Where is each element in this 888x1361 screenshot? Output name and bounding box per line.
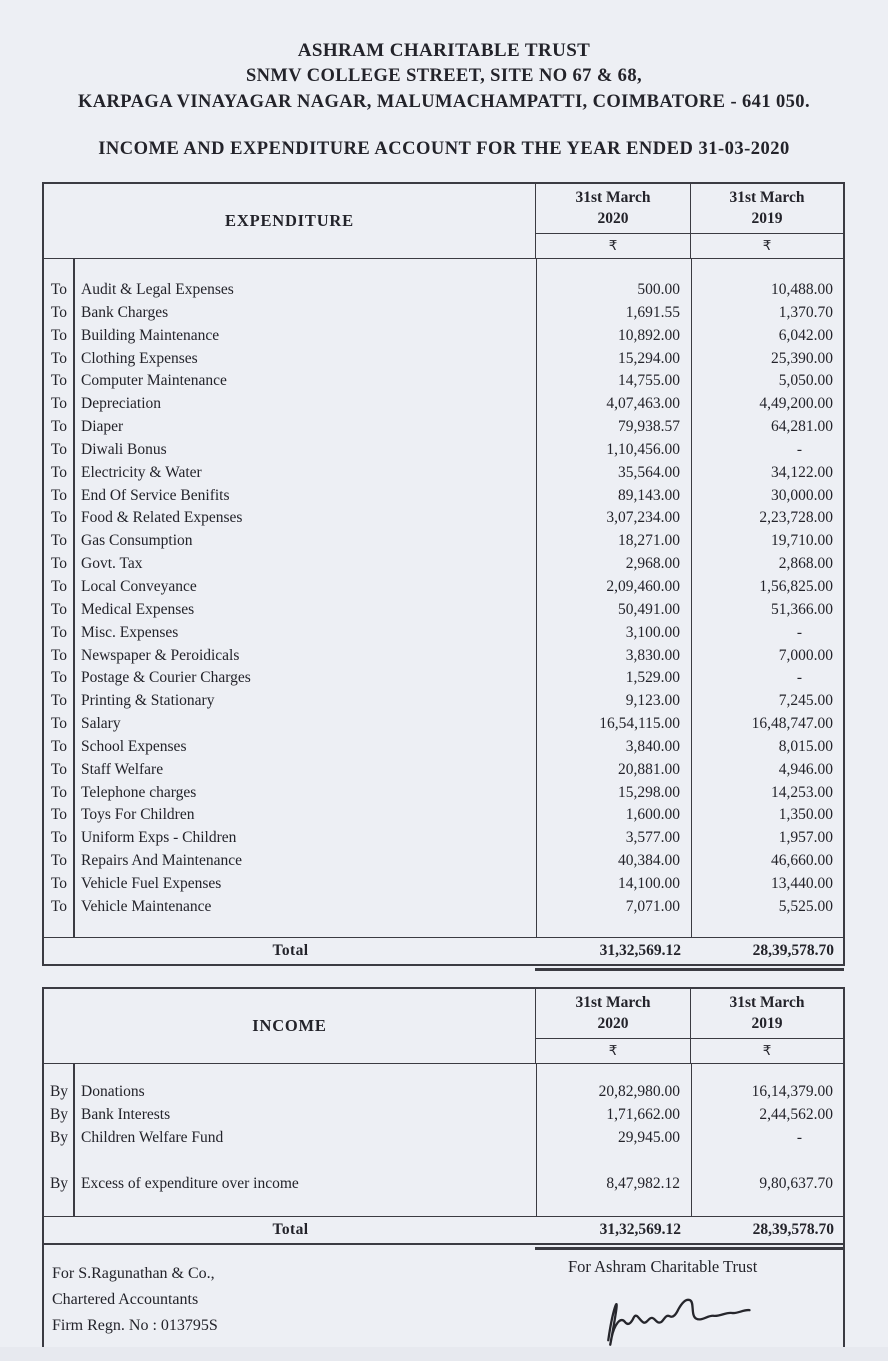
income-total-row (44, 1216, 843, 1243)
row-label: Uniform Exps - Children (81, 829, 237, 847)
row-amount-2019: 10,488.00 (771, 281, 833, 298)
ledger-row (44, 576, 843, 599)
row-amount-2020: 18,271.00 (618, 532, 680, 550)
org-address-1: SNMV COLLEGE STREET, SITE NO 67 & 68, (245, 66, 643, 86)
row-prefix: To (50, 897, 68, 915)
ledger-row (44, 485, 843, 508)
total-amount-2020: 31,32,569.12 (599, 942, 681, 959)
row-amount-2019: 19,710.00 (771, 532, 833, 550)
expenditure-table (42, 182, 845, 966)
auditor-firm-reg: Firm Regn. No : 013795S (52, 1317, 218, 1334)
row-amount-2020: 9,123.00 (625, 692, 680, 710)
auditor-title: Chartered Accountants (52, 1291, 199, 1308)
ledger-row (44, 439, 843, 462)
row-amount-2019: 9,80,637.70 (759, 1175, 833, 1192)
row-prefix: To (50, 532, 68, 550)
row-amount-2020: 15,294.00 (618, 349, 680, 367)
column-divider (536, 1064, 538, 1216)
row-prefix: To (50, 783, 68, 801)
row-amount-2019: 7,245.00 (778, 692, 833, 710)
row-amount-2019: 2,868.00 (778, 555, 833, 573)
row-label: Staff Welfare (81, 760, 164, 778)
row-amount-2019: 2,44,562.00 (759, 1106, 833, 1123)
ledger-row (44, 393, 843, 416)
ledger-row (44, 530, 843, 553)
period-label: 31st March (729, 189, 805, 207)
row-amount-2019: 51,366.00 (771, 600, 833, 618)
row-amount-2020: 1,691.55 (625, 303, 680, 321)
row-amount-2019: 8,015.00 (778, 737, 833, 755)
ledger-row (44, 462, 843, 485)
row-prefix: To (50, 372, 68, 390)
row-label: Medical Expenses (81, 600, 195, 618)
row-amount-2020: 29,945.00 (618, 1129, 680, 1146)
row-label: Electricity & Water (81, 463, 202, 481)
row-label: Salary (81, 715, 121, 733)
row-prefix: To (50, 829, 68, 847)
row-prefix: To (50, 281, 68, 298)
rupee-symbol: ₹ (535, 1039, 690, 1063)
year-2020: 2020 (597, 209, 629, 227)
row-amount-2020: 50,491.00 (618, 600, 680, 618)
row-amount-2020: 3,577.00 (625, 829, 680, 847)
row-amount-2020: 7,071.00 (625, 897, 680, 915)
ledger-row (44, 827, 843, 850)
row-amount-2020: 79,938.57 (618, 418, 680, 436)
ledger-row (44, 622, 843, 645)
row-amount-2020: 10,892.00 (618, 326, 680, 344)
row-label: Toys For Children (81, 806, 195, 824)
row-amount-2020: 89,143.00 (618, 486, 680, 504)
row-amount-2020: 8,47,982.12 (606, 1175, 680, 1192)
rupee-symbol: ₹ (690, 234, 843, 258)
ledger-row (44, 302, 843, 325)
row-label: Children Welfare Fund (81, 1129, 224, 1146)
row-label: Diwali Bonus (81, 440, 167, 458)
row-prefix: To (50, 623, 68, 641)
ledger-row (44, 553, 843, 576)
column-divider (536, 259, 538, 937)
row-prefix: To (50, 577, 68, 595)
row-label: Vehicle Maintenance (81, 897, 212, 915)
row-prefix: To (50, 440, 68, 458)
row-prefix: By (49, 1175, 69, 1192)
row-amount-2020: 3,830.00 (625, 646, 680, 664)
row-amount-2020: 2,968.00 (625, 555, 680, 573)
row-amount-2019: 4,49,200.00 (759, 395, 833, 413)
row-amount-2019: 64,281.00 (771, 418, 833, 436)
column-divider (691, 259, 693, 937)
signature-footer (42, 1245, 845, 1347)
row-amount-2019: 6,042.00 (778, 326, 833, 344)
row-amount-2020: 3,07,234.00 (606, 509, 680, 527)
row-label: Diaper (81, 418, 124, 436)
row-label: Donations (81, 1083, 145, 1100)
ledger-row (44, 325, 843, 348)
row-amount-2019: 2,23,728.00 (759, 509, 833, 527)
row-label: Computer Maintenance (81, 372, 227, 390)
row-label: Vehicle Fuel Expenses (81, 874, 222, 892)
year-2019: 2019 (751, 1014, 783, 1032)
row-amount-2020: 3,840.00 (625, 737, 680, 755)
row-amount-2020: 15,298.00 (618, 783, 680, 801)
row-label: Bank Charges (81, 303, 169, 321)
row-amount-2020: 500.00 (637, 281, 680, 298)
row-prefix: To (50, 486, 68, 504)
column-header-2019 (690, 184, 843, 234)
row-amount-2020: 1,71,662.00 (606, 1106, 680, 1123)
row-amount-2020: 14,755.00 (618, 372, 680, 390)
ledger-row (44, 713, 843, 736)
row-label: Postage & Courier Charges (81, 669, 251, 687)
row-prefix: To (50, 692, 68, 710)
ledger-row (44, 736, 843, 759)
row-prefix: To (50, 349, 68, 367)
row-amount-2020: 35,564.00 (618, 463, 680, 481)
row-amount-2019: - (796, 440, 802, 458)
row-prefix: To (50, 737, 68, 755)
row-amount-2020: 40,384.00 (618, 852, 680, 870)
row-amount-2019: 16,48,747.00 (751, 715, 833, 733)
ledger-row (44, 348, 843, 371)
org-name: ASHRAM CHARITABLE TRUST (297, 40, 591, 61)
ledger-row (44, 370, 843, 393)
row-amount-2020: 14,100.00 (618, 874, 680, 892)
row-prefix: To (50, 669, 68, 687)
row-prefix: To (50, 646, 68, 664)
row-label: School Expenses (81, 737, 187, 755)
ledger-row (44, 1126, 843, 1149)
column-divider (73, 259, 75, 937)
row-amount-2019: 46,660.00 (771, 852, 833, 870)
row-amount-2019: 4,946.00 (778, 760, 833, 778)
row-label: Local Conveyance (81, 577, 197, 595)
row-label: End Of Service Benifits (81, 486, 230, 504)
trust-signature-label: For Ashram Charitable Trust (568, 1257, 758, 1276)
total-label: Total (272, 942, 309, 959)
row-prefix: By (49, 1083, 69, 1100)
row-amount-2020: 2,09,460.00 (606, 577, 680, 595)
row-label: Excess of expenditure over income (81, 1175, 299, 1192)
row-prefix: To (50, 806, 68, 824)
auditor-firm: For S.Ragunathan & Co., (52, 1265, 215, 1282)
row-label: Bank Interests (81, 1106, 171, 1123)
ledger-row (44, 1103, 843, 1126)
ledger-row (44, 850, 843, 873)
period-label: 31st March (575, 994, 651, 1012)
row-prefix: To (50, 418, 68, 436)
expenditure-table-header (44, 184, 843, 259)
row-amount-2019: - (796, 1129, 802, 1146)
expenditure-rows (44, 259, 843, 937)
statement-title: INCOME AND EXPENDITURE ACCOUNT FOR THE YEAR ENDED 31-03-2020 (98, 139, 790, 159)
ledger-row (44, 782, 843, 805)
period-label: 31st March (729, 994, 805, 1012)
row-amount-2019: 5,525.00 (778, 897, 833, 915)
row-amount-2019: 16,14,379.00 (751, 1083, 833, 1100)
ledger-row (44, 1080, 843, 1103)
row-amount-2020: 20,82,980.00 (598, 1083, 680, 1100)
row-prefix: To (50, 463, 68, 481)
ledger-row (44, 667, 843, 690)
year-2020: 2020 (597, 1014, 629, 1032)
ledger-row (44, 507, 843, 530)
ledger-row (44, 896, 843, 919)
ledger-row (44, 690, 843, 713)
row-label: Depreciation (81, 395, 162, 413)
row-prefix: By (49, 1106, 69, 1123)
row-amount-2020: 16,54,115.00 (599, 715, 680, 733)
row-amount-2019: 5,050.00 (778, 372, 833, 390)
total-label: Total (272, 1221, 309, 1238)
row-prefix: By (49, 1129, 69, 1146)
row-amount-2019: 13,440.00 (771, 874, 833, 892)
income-table-header (44, 989, 843, 1064)
row-amount-2019: 14,253.00 (771, 783, 833, 801)
auditor-block (52, 1261, 218, 1339)
row-amount-2019: 1,350.00 (778, 806, 833, 824)
row-label: Newspaper & Peroidicals (81, 646, 240, 664)
row-amount-2020: 20,881.00 (618, 760, 680, 778)
row-prefix: To (50, 303, 68, 321)
ledger-row (44, 804, 843, 827)
row-label: Govt. Tax (81, 555, 143, 573)
total-amount-2019: 28,39,578.70 (752, 942, 834, 959)
row-amount-2019: 34,122.00 (771, 463, 833, 481)
row-amount-2019: - (796, 669, 802, 687)
row-amount-2019: - (796, 623, 802, 641)
income-table (42, 987, 845, 1245)
row-amount-2020: 1,600.00 (625, 806, 680, 824)
column-header-2020 (535, 989, 690, 1039)
row-amount-2020: 4,07,463.00 (606, 395, 680, 413)
row-amount-2020: 1,529.00 (625, 669, 680, 687)
row-amount-2020: 1,10,456.00 (606, 440, 680, 458)
row-amount-2019: 25,390.00 (771, 349, 833, 367)
row-amount-2019: 30,000.00 (771, 486, 833, 504)
row-prefix: To (50, 874, 68, 892)
column-header-2020 (535, 184, 690, 234)
column-divider (73, 1064, 75, 1216)
row-label: Food & Related Expenses (81, 509, 243, 527)
ledger-row (44, 645, 843, 668)
row-amount-2019: 1,370.70 (778, 303, 833, 321)
row-label: Misc. Expenses (81, 623, 179, 641)
row-prefix: To (50, 555, 68, 573)
income-section-label: INCOME (252, 1016, 327, 1035)
row-prefix: To (50, 509, 68, 527)
row-prefix: To (50, 395, 68, 413)
row-label: Printing & Stationary (81, 692, 215, 710)
row-prefix: To (50, 760, 68, 778)
rupee-symbol: ₹ (690, 1039, 843, 1063)
column-divider (691, 1064, 693, 1216)
total-amount-2020: 31,32,569.12 (599, 1221, 681, 1238)
row-label: Audit & Legal Expenses (81, 281, 234, 298)
row-label: Telephone charges (81, 783, 197, 801)
total-amount-2019: 28,39,578.70 (752, 1221, 834, 1238)
ledger-row (44, 279, 843, 302)
row-label: Repairs And Maintenance (81, 852, 242, 870)
double-rule (535, 968, 844, 971)
row-prefix: To (50, 715, 68, 733)
row-amount-2019: 7,000.00 (778, 646, 833, 664)
row-amount-2019: 1,56,825.00 (759, 577, 833, 595)
ledger-row (44, 759, 843, 782)
row-prefix: To (50, 852, 68, 870)
row-amount-2019: 1,957.00 (778, 829, 833, 847)
ledger-row (44, 873, 843, 896)
row-label: Gas Consumption (81, 532, 193, 550)
income-rows (44, 1064, 843, 1216)
ledger-row (44, 599, 843, 622)
row-prefix: To (50, 326, 68, 344)
rupee-symbol: ₹ (535, 234, 690, 258)
row-prefix: To (50, 600, 68, 618)
ledger-row (44, 416, 843, 439)
column-header-2019 (690, 989, 843, 1039)
expenditure-section-label: EXPENDITURE (225, 211, 354, 230)
period-label: 31st March (575, 189, 651, 207)
expenditure-total-row (44, 937, 843, 964)
row-label: Building Maintenance (81, 326, 220, 344)
row-amount-2020: 3,100.00 (625, 623, 680, 641)
handwritten-signature (591, 1280, 774, 1361)
org-address-2: KARPAGA VINAYAGAR NAGAR, MALUMACHAMPATTI, COIMBATORE - 641 050. (78, 92, 810, 112)
row-label: Clothing Expenses (81, 349, 198, 367)
ledger-row (44, 1172, 843, 1195)
year-2019: 2019 (751, 209, 783, 227)
